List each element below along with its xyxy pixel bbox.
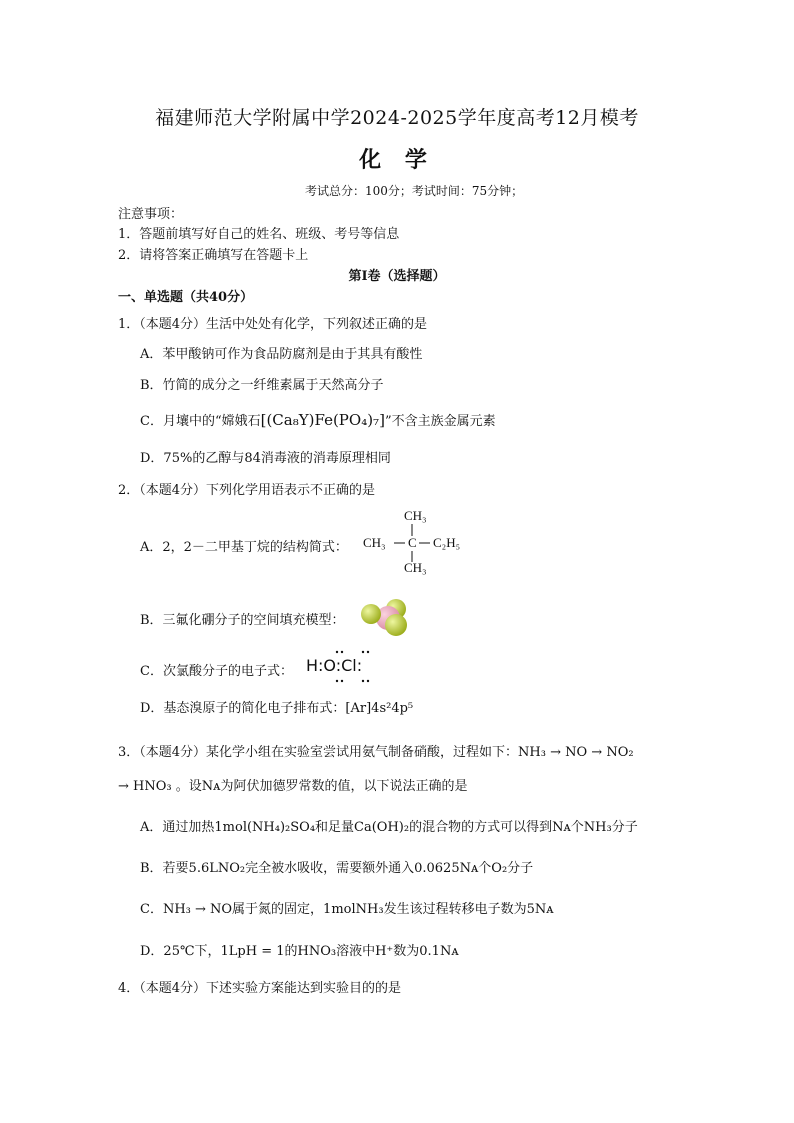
q3-option-a: A．通过加热1mol(NH₄)₂SO₄和足量Ca(OH)₂的混合物的方式可以得到Nᴀ个NH₃分子 bbox=[140, 820, 638, 835]
notice-item-1: 1．答题前填写好自己的姓名、班级、考号等信息 bbox=[118, 227, 400, 242]
q3-stem-line1: 3．（本题4分）某化学小组在实验室尝试用氨气制备硝酸，过程如下：NH₃ → NO → NO₂ bbox=[118, 745, 634, 760]
q1-option-c-pre: C．月壤中的“嫦娥石 bbox=[140, 414, 261, 429]
struct-bottom: CH₃ bbox=[404, 560, 427, 575]
q2-option-a: A．2，2－二甲基丁烷的结构简式： bbox=[140, 540, 348, 555]
q2-option-d: D．基态溴原子的简化电子排布式：[Ar]4s²4p⁵ bbox=[140, 701, 414, 716]
q3-stem-line2: → HNO₃ 。设Nᴀ为阿伏加德罗常数的值，以下说法正确的是 bbox=[118, 779, 468, 794]
page-title: 福建师范大学附属中学2024-2025学年度高考12月模考 bbox=[155, 107, 639, 129]
notice-heading: 注意事项： bbox=[118, 207, 184, 222]
q2-option-b: B．三氟化硼分子的空间填充模型： bbox=[140, 613, 345, 628]
q1-option-d: D．75%的乙醇与84消毒液的消毒原理相同 bbox=[140, 451, 391, 466]
q1-option-c-post: ”不含主族金属元素 bbox=[384, 414, 496, 429]
q3-option-b: B．若要5.6LNO₂完全被水吸收，需要额外通入0.0625Nᴀ个O₂分子 bbox=[140, 861, 534, 876]
q3-option-c: C．NH₃ → NO属于氮的固定，1molNH₃发生该过程转移电子数为5Nᴀ bbox=[140, 902, 554, 917]
lone-pair-dots bbox=[300, 648, 390, 688]
q4-stem: 4．（本题4分）下述实验方案能达到实验目的的是 bbox=[118, 981, 402, 996]
struct-center: C bbox=[408, 535, 417, 550]
part-title: 第Ⅰ卷（选择题） bbox=[348, 269, 446, 284]
q1-option-a: A．苯甲酸钠可作为食品防腐剂是由于其具有酸性 bbox=[140, 347, 423, 362]
q2-stem: 2．（本题4分）下列化学用语表示不正确的是 bbox=[118, 483, 376, 498]
bf3-space-filling-model bbox=[360, 598, 412, 638]
q1-option-c-formula: [(Ca₈Y)Fe(PO₄)₇] bbox=[260, 411, 385, 429]
exam-meta: 考试总分：100分；考试时间：75分钟； bbox=[305, 184, 524, 198]
q3-option-d: D．25℃下，1LpH = 1的HNO₃溶液中H⁺数为0.1Nᴀ bbox=[140, 944, 459, 959]
q1-stem: 1．（本题4分）生活中处处有化学，下列叙述正确的是 bbox=[118, 317, 428, 332]
notice-item-2: 2．请将答案正确填写在答题卡上 bbox=[118, 248, 309, 263]
struct-right: C₂H₅ bbox=[433, 535, 461, 550]
struct-left: CH₃ bbox=[363, 535, 386, 550]
q2-option-c: C．次氯酸分子的电子式： bbox=[140, 664, 293, 679]
q1-option-b: B．竹简的成分之一纤维素属于天然高分子 bbox=[140, 378, 384, 393]
struct-top: CH₃ bbox=[404, 508, 427, 523]
section-title: 一、单选题（共40分） bbox=[118, 290, 254, 305]
hclo-electron-formula: H:O:Cl: bbox=[306, 656, 363, 675]
subject-title: 化 学 bbox=[359, 147, 435, 173]
